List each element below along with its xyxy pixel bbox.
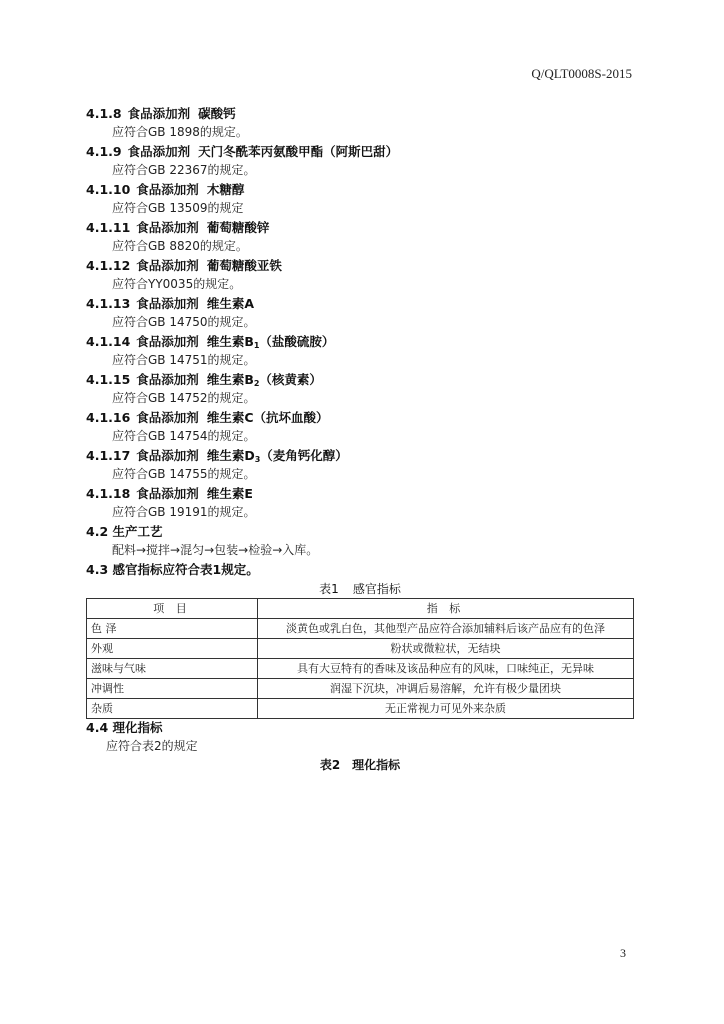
row-item: 杂质 bbox=[87, 699, 258, 719]
section-heading bbox=[86, 180, 646, 199]
section-category: 食品添加剂 bbox=[136, 372, 199, 387]
table-row bbox=[87, 639, 634, 659]
section-4-1-15 bbox=[86, 370, 646, 408]
document-code: Q/QLT0008S-2015 bbox=[531, 66, 632, 81]
table1-title: 感官指标 bbox=[352, 582, 401, 596]
section-number: 4.1.18 bbox=[86, 486, 131, 501]
table2-title: 理化指标 bbox=[352, 758, 401, 772]
sensory-table bbox=[86, 598, 634, 719]
vitamin-name: 维生素B bbox=[206, 372, 254, 387]
table-row bbox=[87, 699, 634, 719]
section-name: 葡萄糖酸锌 bbox=[206, 220, 270, 235]
section-category: 食品添加剂 bbox=[127, 106, 191, 121]
section-heading bbox=[86, 484, 646, 503]
row-indicator: 具有大豆特有的香味及该品种应有的风味，口味纯正，无异味 bbox=[258, 659, 634, 679]
row-item: 冲调性 bbox=[87, 679, 258, 699]
page-number: 3 bbox=[620, 946, 626, 960]
section-4-2 bbox=[86, 522, 646, 579]
section-4-1-8 bbox=[86, 104, 646, 142]
section-category: 食品添加剂 bbox=[127, 144, 191, 159]
physicochemical-heading: 4.4 理化指标 bbox=[86, 720, 163, 735]
section-text: 应符合GB 14755的规定。 bbox=[112, 467, 256, 481]
section-4-1-10 bbox=[86, 180, 646, 218]
row-item: 滋味与气味 bbox=[87, 659, 258, 679]
section-category: 食品添加剂 bbox=[136, 296, 199, 311]
row-indicator: 润湿下沉块，冲调后易溶解，允许有极少量团块 bbox=[258, 679, 634, 699]
section-text: 应符合GB 14752的规定。 bbox=[112, 391, 256, 405]
section-text: 应符合GB 8820的规定。 bbox=[112, 239, 248, 253]
table1-number: 表1 bbox=[319, 582, 339, 596]
section-heading bbox=[86, 408, 646, 427]
section-text: 应符合GB 13509的规定 bbox=[112, 201, 244, 215]
vitamin-alias: （麦角钙化醇） bbox=[260, 448, 348, 463]
section-number: 4.1.10 bbox=[86, 182, 131, 197]
section-4-1-9 bbox=[86, 142, 646, 180]
section-4-1-18 bbox=[86, 484, 646, 522]
section-text: 应符合YY0035的规定。 bbox=[112, 277, 242, 291]
section-heading bbox=[86, 370, 646, 389]
section-number: 4.1.15 bbox=[86, 372, 131, 387]
section-number: 4.1.8 bbox=[86, 106, 122, 121]
section-text: 应符合GB 19191的规定。 bbox=[112, 505, 256, 519]
section-heading bbox=[86, 446, 646, 465]
ingredient-sections bbox=[86, 104, 646, 522]
section-name: 碳酸钙 bbox=[198, 106, 236, 121]
section-name bbox=[207, 448, 348, 463]
section-text: 应符合GB 14754的规定。 bbox=[112, 429, 256, 443]
section-category: 食品添加剂 bbox=[136, 220, 199, 235]
section-text: 应符合GB 22367的规定。 bbox=[112, 163, 256, 177]
section-category: 食品添加剂 bbox=[136, 334, 199, 349]
row-item: 外观 bbox=[87, 639, 258, 659]
section-category: 食品添加剂 bbox=[136, 448, 199, 463]
table-row bbox=[87, 679, 634, 699]
section-4-1-17 bbox=[86, 446, 646, 484]
table2-number: 表2 bbox=[319, 758, 341, 772]
section-number: 4.1.14 bbox=[86, 334, 131, 349]
section-number: 4.1.11 bbox=[86, 220, 131, 235]
vitamin-name: 维生素D bbox=[206, 448, 255, 463]
section-name: 葡萄糖酸亚铁 bbox=[206, 258, 282, 273]
section-text: 应符合GB 14750的规定。 bbox=[112, 315, 256, 329]
section-name: 维生素A bbox=[206, 296, 254, 311]
row-indicator: 粉状或微粒状，无结块 bbox=[258, 639, 634, 659]
section-heading bbox=[86, 294, 646, 313]
vitamin-subscript: 2 bbox=[253, 379, 260, 388]
vitamin-alias: （核黄素） bbox=[259, 372, 322, 387]
column-header-indicator: 指 标 bbox=[258, 599, 634, 619]
physicochemical-text: 应符合表2的规定 bbox=[106, 739, 198, 753]
section-heading bbox=[86, 256, 646, 275]
section-name: 天门冬酰苯丙氨酸甲酯（阿斯巴甜） bbox=[198, 144, 399, 159]
vitamin-alias: （盐酸硫胺） bbox=[259, 334, 335, 349]
section-4-1-14 bbox=[86, 332, 646, 370]
section-number: 4.1.13 bbox=[86, 296, 131, 311]
section-category: 食品添加剂 bbox=[136, 182, 199, 197]
row-indicator: 无正常视力可见外来杂质 bbox=[258, 699, 634, 719]
vitamin-name: 维生素B bbox=[206, 334, 254, 349]
section-name: 维生素E bbox=[206, 486, 253, 501]
section-name: 木糖醇 bbox=[206, 182, 245, 197]
section-heading bbox=[86, 142, 646, 161]
section-4-1-13 bbox=[86, 294, 646, 332]
column-header-item: 项 目 bbox=[87, 599, 258, 619]
vitamin-subscript: 1 bbox=[253, 341, 260, 350]
production-process-steps: 配料→搅拌→混匀→包装→检验→入库。 bbox=[112, 543, 319, 557]
section-number: 4.1.17 bbox=[86, 448, 131, 463]
section-number: 4.1.16 bbox=[86, 410, 131, 425]
vitamin-subscript: 3 bbox=[254, 455, 261, 464]
production-process-heading: 4.2 生产工艺 bbox=[86, 524, 163, 539]
section-heading bbox=[86, 104, 646, 123]
section-heading bbox=[86, 332, 646, 351]
table-row bbox=[87, 659, 634, 679]
sensory-requirement-heading: 4.3 感官指标应符合表1规定。 bbox=[86, 562, 259, 577]
row-item: 色 泽 bbox=[87, 619, 258, 639]
section-4-1-12 bbox=[86, 256, 646, 294]
section-name bbox=[207, 334, 335, 349]
section-category: 食品添加剂 bbox=[136, 486, 199, 501]
section-category: 食品添加剂 bbox=[136, 410, 199, 425]
section-4-1-16 bbox=[86, 408, 646, 446]
table-row bbox=[87, 619, 634, 639]
section-text: 应符合GB 14751的规定。 bbox=[112, 353, 256, 367]
section-category: 食品添加剂 bbox=[136, 258, 199, 273]
table-header-row bbox=[87, 599, 634, 619]
section-name: 维生素C（抗坏血酸） bbox=[206, 410, 329, 425]
section-number: 4.1.9 bbox=[86, 144, 122, 159]
section-number: 4.1.12 bbox=[86, 258, 131, 273]
section-4-1-11 bbox=[86, 218, 646, 256]
row-indicator: 淡黄色或乳白色，其他型产品应符合添加辅料后该产品应有的色泽 bbox=[258, 619, 634, 639]
table2-caption bbox=[86, 756, 634, 773]
section-text: 应符合GB 1898的规定。 bbox=[112, 125, 248, 139]
section-name bbox=[207, 372, 322, 387]
table1-caption bbox=[86, 580, 634, 598]
section-heading bbox=[86, 218, 646, 237]
section-4-4 bbox=[86, 718, 646, 756]
